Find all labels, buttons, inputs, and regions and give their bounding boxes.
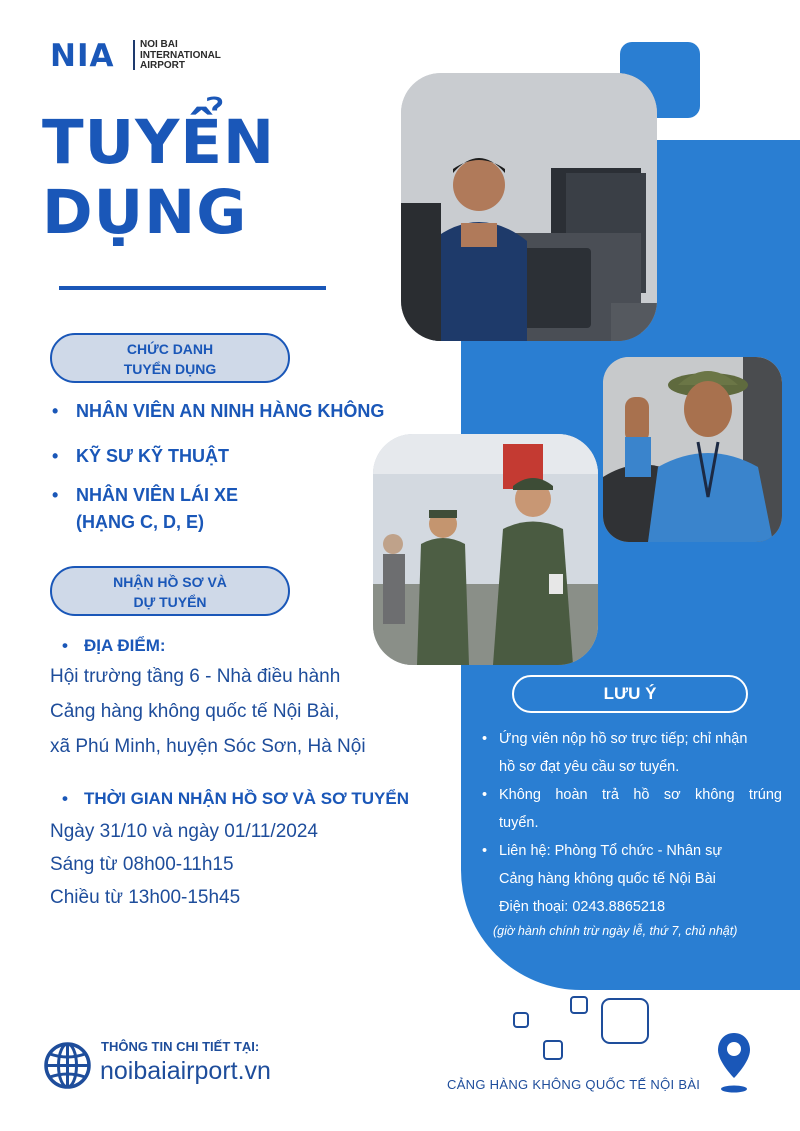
footer-organization: CẢNG HÀNG KHÔNG QUỐC TẾ NỘI BÀI bbox=[447, 1077, 701, 1092]
note-bullet bbox=[482, 725, 499, 753]
logo-divider bbox=[133, 40, 135, 70]
outline-square-decoration bbox=[570, 996, 588, 1014]
pill-line: DỰ TUYỂN bbox=[133, 594, 207, 610]
pill-line: TUYỂN DỤNG bbox=[123, 361, 217, 377]
photo-driver bbox=[603, 357, 782, 542]
headline-underline bbox=[59, 286, 326, 290]
position-label: NHÂN VIÊN AN NINH HÀNG KHÔNG bbox=[76, 401, 385, 421]
pill-line: CHỨC DANH bbox=[126, 341, 214, 357]
map-pin-icon bbox=[716, 1031, 752, 1094]
bullet-icon: • bbox=[52, 446, 59, 466]
pill-line: NHẬN HỒ SƠ VÀ bbox=[113, 574, 227, 590]
bullet-icon: • bbox=[62, 789, 68, 808]
note-bullet bbox=[482, 837, 499, 865]
headline-line: DỤNG bbox=[42, 177, 248, 248]
position-sublabel: (HẠNG C, D, E) bbox=[76, 512, 204, 532]
bullet-icon: • bbox=[52, 485, 59, 505]
location-line: Cảng hàng không quốc tế Nội Bài, bbox=[50, 701, 340, 722]
position-label: NHÂN VIÊN LÁI XE bbox=[76, 485, 239, 505]
bullet-icon: • bbox=[482, 843, 488, 859]
logo-line: AIRPORT bbox=[140, 60, 185, 71]
note-line: tuyển. bbox=[499, 815, 539, 831]
footer-website-link[interactable]: noibaiairport.vn bbox=[100, 1057, 271, 1085]
note-line: Cảng hàng không quốc tế Nội Bài bbox=[499, 871, 716, 887]
note-line: Liên hệ: Phòng Tổ chức - Nhân sự bbox=[499, 843, 723, 859]
note-bullet bbox=[482, 781, 499, 809]
logo-line: INTERNATIONAL bbox=[140, 49, 221, 61]
outline-square-decoration bbox=[601, 998, 649, 1044]
location-line: xã Phú Minh, huyện Sóc Sơn, Hà Nội bbox=[50, 736, 366, 757]
schedule-line: Sáng từ 08h00-11h15 bbox=[50, 854, 234, 875]
logo-text bbox=[140, 40, 240, 72]
bullet-icon: • bbox=[482, 731, 488, 747]
note-line: Ứng viên nộp hồ sơ trực tiếp; chỉ nhận bbox=[499, 731, 748, 747]
position-label: KỸ SƯ KỸ THUẬT bbox=[76, 446, 229, 466]
footer-label: THÔNG TIN CHI TIẾT TẠI: bbox=[101, 1039, 260, 1054]
logo-line: NOI BAI bbox=[140, 39, 178, 50]
photo-security-officers bbox=[373, 434, 598, 665]
note-hours: (giờ hành chính trừ ngày lễ, thứ 7, chủ nhật) bbox=[493, 924, 738, 938]
note-line: Không hoàn trả hồ sơ không trúng bbox=[499, 787, 782, 803]
positions-heading-pill bbox=[50, 333, 290, 383]
logo-mark: NIA bbox=[50, 38, 115, 74]
schedule-line: Chiều từ 13h00-15h45 bbox=[50, 887, 241, 908]
note-line: Điện thoại: 0243.8865218 bbox=[499, 899, 666, 915]
note-line: hồ sơ đạt yêu cầu sơ tuyển. bbox=[499, 759, 680, 775]
position-item bbox=[52, 399, 384, 424]
position-item bbox=[52, 444, 229, 469]
position-item bbox=[52, 483, 238, 508]
outline-square-decoration bbox=[543, 1040, 563, 1060]
receive-heading-pill bbox=[50, 566, 290, 616]
globe-icon bbox=[44, 1042, 91, 1089]
outline-square-decoration bbox=[513, 1012, 529, 1028]
headline-line: TUYỂN bbox=[42, 107, 276, 178]
bullet-icon: • bbox=[482, 787, 488, 803]
bullet-icon: • bbox=[52, 401, 59, 421]
note-title-pill: LƯU Ý bbox=[512, 675, 748, 713]
bullet-icon: • bbox=[62, 636, 68, 655]
headline bbox=[42, 108, 275, 248]
schedule-heading-label: THỜI GIAN NHẬN HỒ SƠ VÀ SƠ TUYỂN bbox=[84, 789, 409, 808]
location-heading-label: ĐỊA ĐIỂM: bbox=[84, 636, 166, 655]
location-line: Hội trường tầng 6 - Nhà điều hành bbox=[50, 666, 341, 687]
location-heading bbox=[62, 634, 166, 658]
photo-office-worker bbox=[401, 73, 657, 341]
schedule-line: Ngày 31/10 và ngày 01/11/2024 bbox=[50, 821, 318, 842]
schedule-heading bbox=[62, 787, 409, 811]
